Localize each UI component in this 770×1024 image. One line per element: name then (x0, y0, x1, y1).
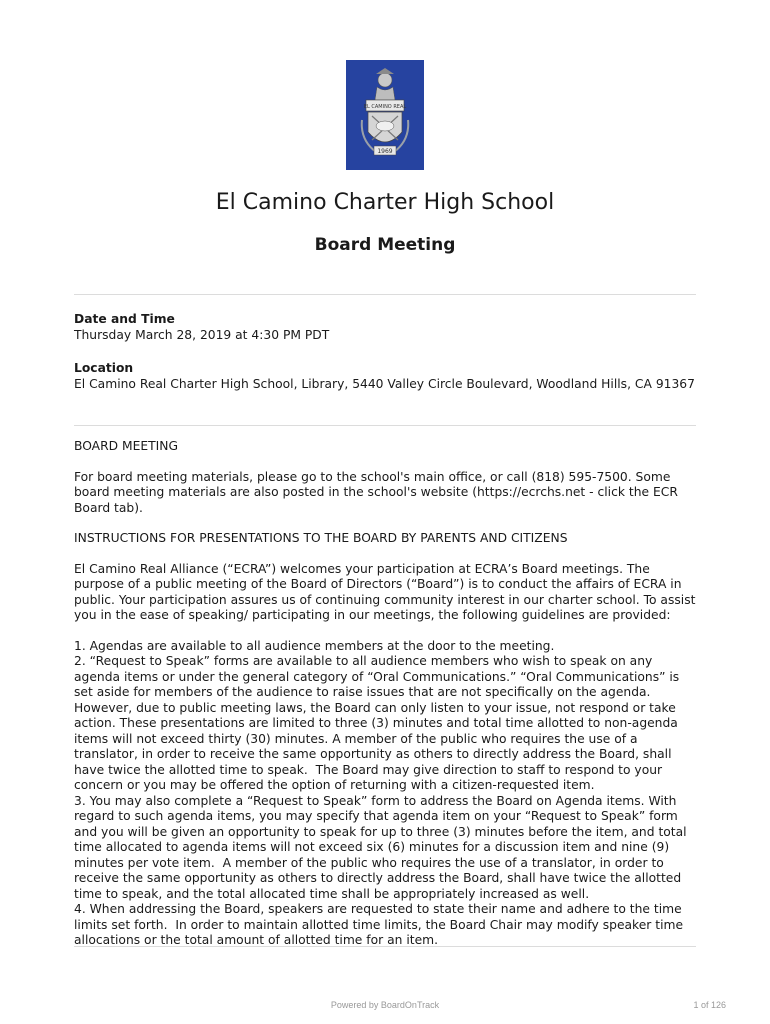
divider-top (74, 294, 696, 295)
powered-by-footer: Powered by BoardOnTrack (330, 1000, 440, 1010)
logo-banner-text: EL CAMINO REAL (363, 104, 407, 110)
welcome-paragraph: El Camino Real Alliance (“ECRA”) welcomes your participation at ECRA’s Board meetings. The purpose of a public meeting of the Board of Directors (“Board”) is to conduct the affairs of ECRA in public. Your participation assures us of continuing community interest in our charter school. To assist you in the ease of speaking/ participating in our meetings, the following guidelines are provided: (74, 561, 700, 622)
school-crest-logo (346, 60, 424, 170)
logo-year-text: 1969 (377, 148, 393, 155)
meeting-body (74, 439, 698, 949)
date-label: Date and Time (74, 312, 175, 326)
page-subtitle: Board Meeting (314, 235, 456, 255)
location-section (74, 361, 698, 392)
materials-paragraph: For board meeting materials, please go to the school's main office, or call (818) 595-7500. Some board meeting materials are also posted in the school's website (https://ecrchs.net - click the ECR Board tab). (74, 469, 682, 515)
guidelines-list: 1. Agendas are available to all audience members at the door to the meeting. 2. “Request to Speak” forms are available to all audience members who wish to speak on any agenda items or under the general category of “Oral Communications.” “Oral Communications” is set aside for members of the audience to raise issues that are not specifically on the agenda. However, due to public meeting laws, the Board can only listen to your issue, not respond or take action. These presentations are limited to three (3) minutes and total time allotted to non-agenda items will not exceed thirty (30) minutes. A member of the public who requires the use of a translator, in order to receive the same opportunity as others to directly address the Board, shall have twice the allotted time to speak. The Board may give direction to staff to respond to your concern or you may be offered the option of returning with a citizen-requested item. 3. You may also complete a “Request to Speak” form to address the Board on Agenda items. With regard to such agenda items, you may specify that agenda item on your “Request to Speak” form and you will be given an opportunity to speak for up to three (3) minutes before the item, and total time allocated to agenda items will not exceed six (6) minutes for a discussion item and nine (9) minutes per vote item. A member of the public who requires the use of a translator, in order to receive the same opportunity as others to directly address the Board, shall have twice the allotted time to speak, and the total allocated time shall be appropriately increased as well. 4. When addressing the Board, speakers are requested to state their name and adhere to the time limits set forth. In order to maintain allotted time limits, the Board Chair may modify speaker time allocations or the total amount of allotted time for an item. (74, 638, 687, 947)
location-label: Location (74, 361, 134, 375)
page-number: 1 of 126 (693, 1000, 726, 1010)
date-value: Thursday March 28, 2019 at 4:30 PM PDT (74, 327, 330, 342)
instructions-heading: INSTRUCTIONS FOR PRESENTATIONS TO THE BOARD BY PARENTS AND CITIZENS (74, 531, 568, 545)
page-title: El Camino Charter High School (215, 190, 555, 215)
divider-middle (74, 425, 696, 426)
body-heading: BOARD MEETING (74, 439, 179, 453)
divider-bottom (74, 946, 696, 947)
date-section (74, 312, 698, 343)
location-value: El Camino Real Charter High School, Library, 5440 Valley Circle Boulevard, Woodland Hills, CA 91367 (74, 376, 695, 391)
